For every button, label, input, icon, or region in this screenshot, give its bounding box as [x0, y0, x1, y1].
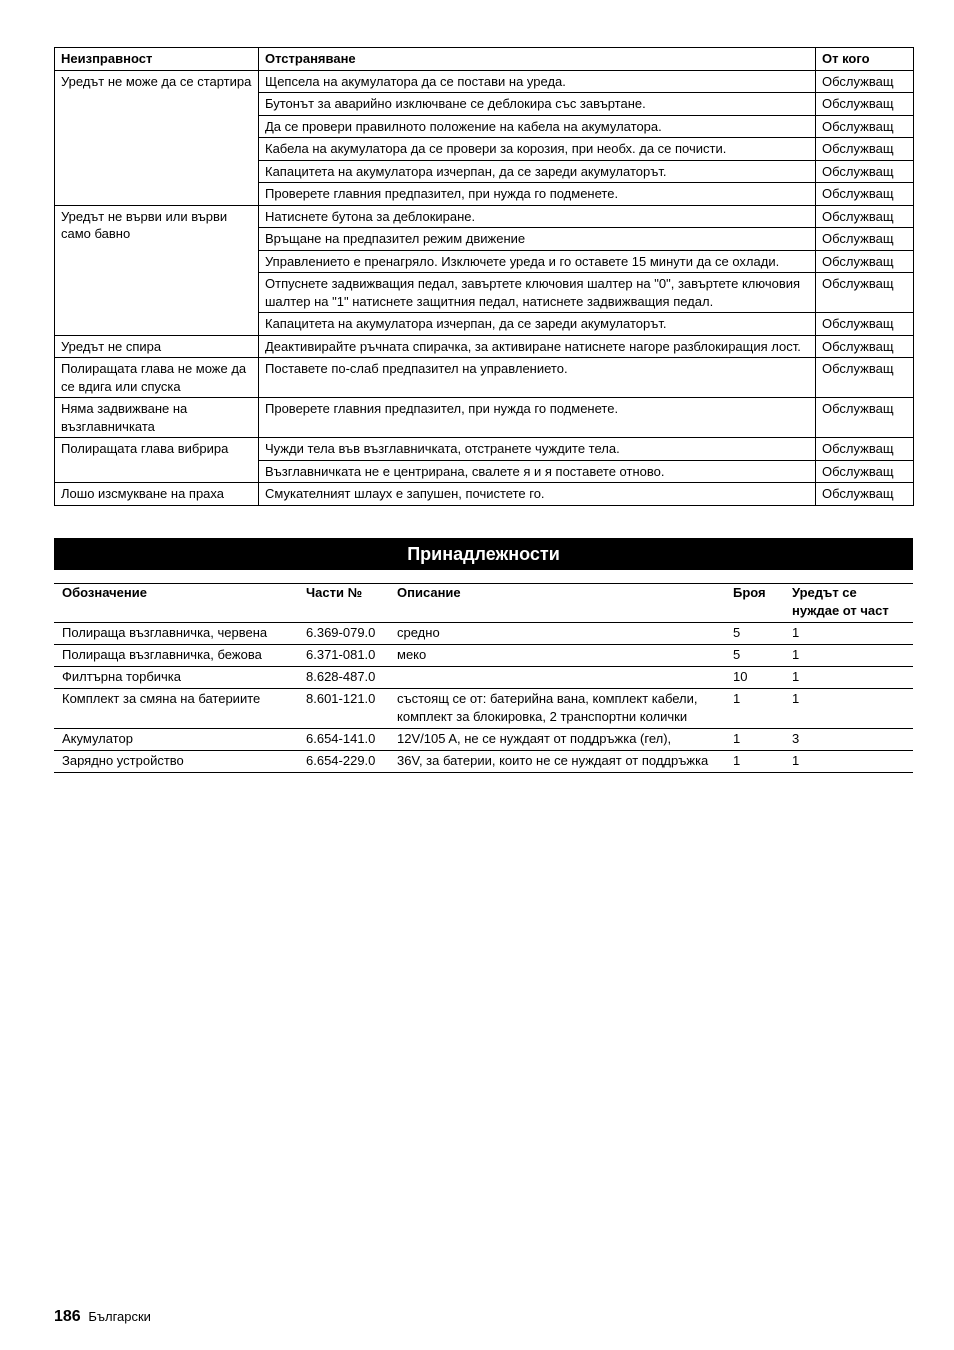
language-label: Български [88, 1309, 151, 1324]
quantity-cell: 10 [725, 667, 784, 689]
responsible-cell: Обслужващ [816, 438, 914, 461]
required-cell: 1 [784, 645, 913, 667]
table-row [55, 483, 914, 506]
quantity-cell: 1 [725, 689, 784, 729]
responsible-cell: Обслужващ [816, 398, 914, 438]
description-cell: състоящ се от: батерийна вана, комплект кабели, комплект за блокировка, 2 транспортни колички [389, 689, 725, 729]
table-row [54, 623, 913, 645]
responsible-cell: Обслужващ [816, 93, 914, 116]
quantity-cell: 1 [725, 751, 784, 773]
responsible-cell: Обслужващ [816, 228, 914, 251]
remedy-cell: Щепсела на акумулатора да се постави на уреда. [259, 70, 816, 93]
remedy-cell: Капацитета на акумулатора изчерпан, да се зареди акумулаторът. [259, 160, 816, 183]
table-row [54, 645, 913, 667]
header-part-number: Части № [298, 584, 389, 623]
description-cell: средно [389, 623, 725, 645]
fault-cell: Полиращата глава не може да се вдига или спуска [55, 358, 259, 398]
accessories-table [54, 583, 913, 773]
responsible-cell: Обслужващ [816, 70, 914, 93]
header-remedy: Отстраняване [259, 48, 816, 71]
page-footer [54, 1306, 151, 1328]
description-cell: меко [389, 645, 725, 667]
required-cell: 3 [784, 729, 913, 751]
description-cell [389, 667, 725, 689]
designation-cell: Полираща възглавничка, бежова [54, 645, 298, 667]
required-cell: 1 [784, 667, 913, 689]
remedy-cell: Натиснете бутона за деблокиране. [259, 205, 816, 228]
remedy-cell: Връщане на предпазител режим движение [259, 228, 816, 251]
accessories-section-title: Принадлежности [54, 538, 913, 570]
quantity-cell: 5 [725, 623, 784, 645]
responsible-cell: Обслужващ [816, 483, 914, 506]
responsible-cell: Обслужващ [816, 205, 914, 228]
fault-cell: Няма задвижване на възглавничката [55, 398, 259, 438]
remedy-cell: Проверете главния предпазител, при нужда го подменете. [259, 183, 816, 206]
required-cell: 1 [784, 751, 913, 773]
table-row [55, 398, 914, 438]
designation-cell: Зарядно устройство [54, 751, 298, 773]
troubleshooting-header-row [55, 48, 914, 71]
responsible-cell: Обслужващ [816, 273, 914, 313]
part-number-cell: 8.628-487.0 [298, 667, 389, 689]
part-number-cell: 6.654-141.0 [298, 729, 389, 751]
table-row [55, 335, 914, 358]
remedy-cell: Управлението е пренагряло. Изключете уреда и го оставете 15 минути да се охлади. [259, 250, 816, 273]
responsible-cell: Обслужващ [816, 250, 914, 273]
responsible-cell: Обслужващ [816, 138, 914, 161]
remedy-cell: Капацитета на акумулатора изчерпан, да се зареди акумулаторът. [259, 313, 816, 336]
required-cell: 1 [784, 689, 913, 729]
header-designation: Обозначение [54, 584, 298, 623]
header-required: Уредът се нуждае от част [784, 584, 913, 623]
required-cell: 1 [784, 623, 913, 645]
responsible-cell: Обслужващ [816, 335, 914, 358]
part-number-cell: 6.654-229.0 [298, 751, 389, 773]
remedy-cell: Да се провери правилното положение на кабела на акумулатора. [259, 115, 816, 138]
fault-cell: Лошо изсмукване на праха [55, 483, 259, 506]
header-description: Описание [389, 584, 725, 623]
remedy-cell: Отпуснете задвижващия педал, завъртете ключовия шалтер на "0", завъртете ключовия шалтер на "1" натиснете защитния педал, натиснете задвижващия педал. [259, 273, 816, 313]
header-fault: Неизправност [55, 48, 259, 71]
part-number-cell: 6.369-079.0 [298, 623, 389, 645]
table-row [54, 667, 913, 689]
table-row [54, 689, 913, 729]
page-number: 186 [54, 1308, 81, 1325]
table-row [55, 70, 914, 93]
designation-cell: Филтърна торбичка [54, 667, 298, 689]
table-row [55, 438, 914, 461]
fault-cell: Полиращата глава вибрира [55, 438, 259, 483]
fault-cell: Уредът не може да се стартира [55, 70, 259, 205]
description-cell: 12V/105 A, не се нуждаят от поддръжка (гел), [389, 729, 725, 751]
fault-cell: Уредът не върви или върви само бавно [55, 205, 259, 335]
designation-cell: Полираща възглавничка, червена [54, 623, 298, 645]
troubleshooting-table [54, 47, 914, 506]
part-number-cell: 8.601-121.0 [298, 689, 389, 729]
remedy-cell: Чужди тела във възглавничката, отстранете чуждите тела. [259, 438, 816, 461]
remedy-cell: Поставете по-слаб предпазител на управлението. [259, 358, 816, 398]
quantity-cell: 5 [725, 645, 784, 667]
responsible-cell: Обслужващ [816, 460, 914, 483]
responsible-cell: Обслужващ [816, 183, 914, 206]
table-row [55, 205, 914, 228]
remedy-cell: Деактивирайте ръчната спирачка, за активиране натиснете нагоре разблокиращия лост. [259, 335, 816, 358]
accessories-body [54, 623, 913, 773]
remedy-cell: Проверете главния предпазител, при нужда го подменете. [259, 398, 816, 438]
troubleshooting-body [55, 70, 914, 505]
header-by-whom: От кого [816, 48, 914, 71]
remedy-cell: Бутонът за аварийно изключване се деблокира със завъртане. [259, 93, 816, 116]
header-quantity: Броя [725, 584, 784, 623]
designation-cell: Акумулатор [54, 729, 298, 751]
responsible-cell: Обслужващ [816, 313, 914, 336]
responsible-cell: Обслужващ [816, 115, 914, 138]
fault-cell: Уредът не спира [55, 335, 259, 358]
accessories-header-row [54, 584, 913, 623]
remedy-cell: Кабела на акумулатора да се провери за корозия, при необх. да се почисти. [259, 138, 816, 161]
table-row [54, 751, 913, 773]
quantity-cell: 1 [725, 729, 784, 751]
table-row [54, 729, 913, 751]
responsible-cell: Обслужващ [816, 160, 914, 183]
table-row [55, 358, 914, 398]
remedy-cell: Възглавничката не е центрирана, свалете я и я поставете отново. [259, 460, 816, 483]
designation-cell: Комплект за смяна на батериите [54, 689, 298, 729]
responsible-cell: Обслужващ [816, 358, 914, 398]
remedy-cell: Смукателният шлаух е запушен, почистете го. [259, 483, 816, 506]
part-number-cell: 6.371-081.0 [298, 645, 389, 667]
description-cell: 36V, за батерии, които не се нуждаят от поддръжка [389, 751, 725, 773]
